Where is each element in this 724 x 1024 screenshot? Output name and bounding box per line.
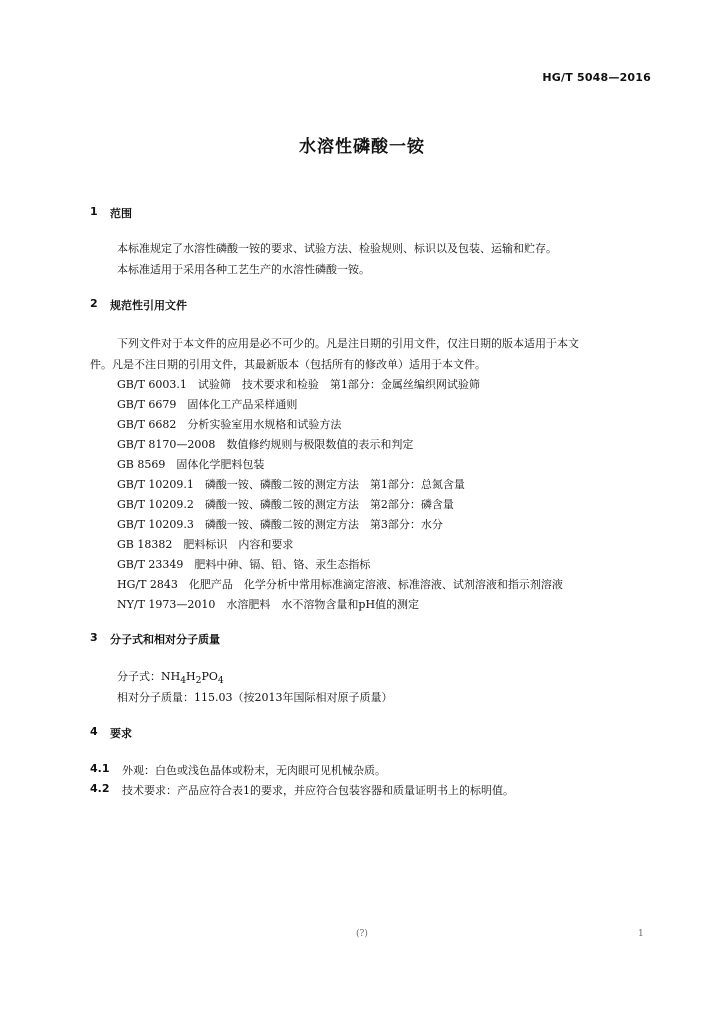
formula-sub-a: 4 (180, 675, 187, 687)
reference-item: GB/T 10209.3 磷酸一铵、磷酸二铵的测定方法 第3部分：水分 (117, 518, 443, 531)
document-title: 水溶性磷酸一铵 (299, 137, 425, 157)
page-number: 1 (638, 929, 644, 939)
section-2-title: 规范性引用文件 (110, 299, 187, 312)
clause-4-1-number: 4.1 (90, 762, 110, 775)
formula-part-b: H (186, 670, 196, 683)
reference-item: GB/T 10209.2 磷酸一铵、磷酸二铵的测定方法 第2部分：磷含量 (117, 498, 454, 511)
section-4-title: 要求 (110, 727, 132, 740)
reference-item: HG/T 2843 化肥产品 化学分析中常用标准滴定溶液、标准溶液、试剂溶液和指示剂溶液 (117, 578, 563, 591)
section-2-intro-line-1: 下列文件对于本文件的应用是必不可少的。凡是注日期的引用文件，仅注日期的版本适用于本文 (117, 337, 579, 350)
formula-sub-c: 4 (217, 675, 224, 687)
section-3-number: 3 (90, 631, 98, 644)
reference-item: GB/T 23349 肥料中砷、镉、铅、铬、汞生态指标 (117, 558, 371, 571)
section-1-number: 1 (90, 205, 98, 218)
reference-item: GB/T 6682 分析实验室用水规格和试验方法 (117, 418, 342, 431)
section-2-intro-line-2: 件。凡是不注日期的引用文件，其最新版本（包括所有的修改单）适用于本文件。 (90, 358, 486, 371)
reference-item: GB/T 8170—2008 数值修约规则与极限数值的表示和判定 (117, 438, 414, 451)
section-2-number: 2 (90, 297, 98, 310)
reference-item: GB 18382 肥料标识 内容和要求 (117, 538, 294, 551)
molecular-formula (117, 668, 224, 686)
formula-label: 分子式： (117, 670, 161, 683)
clause-4-1-text: 外观：白色或浅色晶体或粉末，无肉眼可见机械杂质。 (122, 764, 386, 777)
footer-mark: (?) (356, 929, 368, 939)
reference-item: NY/T 1973—2010 水溶肥料 水不溶物含量和pH值的测定 (117, 598, 420, 611)
standard-code: HG/T 5048—2016 (542, 71, 651, 84)
reference-item: GB/T 6003.1 试验筛 技术要求和检验 第1部分：金属丝编织网试验筛 (117, 378, 480, 391)
section-1-paragraph-1: 本标准规定了水溶性磷酸一铵的要求、试验方法、检验规则、标识以及包装、运输和贮存。 (117, 242, 557, 255)
formula-part-c: PO (201, 670, 218, 683)
relative-molecular-mass: 相对分子质量：115.03（按2013年国际相对原子质量） (117, 691, 393, 704)
clause-4-2-text: 技术要求：产品应符合表1的要求，并应符合包装容器和质量证明书上的标明值。 (122, 784, 514, 797)
section-4-number: 4 (90, 725, 98, 738)
formula-sub-b: 2 (195, 675, 202, 687)
section-3-title: 分子式和相对分子质量 (110, 633, 220, 646)
formula-part-a: NH (161, 670, 181, 683)
reference-item: GB/T 6679 固体化工产品采样通则 (117, 398, 298, 411)
clause-4-2-number: 4.2 (90, 782, 110, 795)
reference-item: GB/T 10209.1 磷酸一铵、磷酸二铵的测定方法 第1部分：总氮含量 (117, 478, 465, 491)
section-1-paragraph-2: 本标准适用于采用各种工艺生产的水溶性磷酸一铵。 (117, 263, 370, 276)
reference-item: GB 8569 固体化学肥料包装 (117, 458, 265, 471)
section-1-title: 范围 (110, 207, 132, 220)
